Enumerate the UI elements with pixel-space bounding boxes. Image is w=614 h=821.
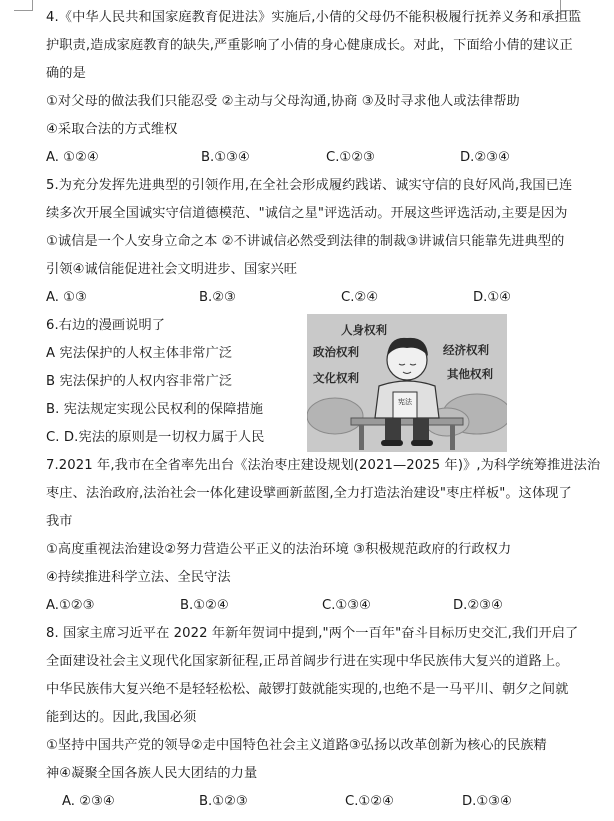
question-6-option-b2: B. 宪法规定实现公民权利的保障措施 bbox=[46, 402, 264, 417]
question-5-option-d: D.①④ bbox=[473, 290, 511, 305]
question-7-option-b: B.①②④ bbox=[180, 598, 229, 613]
question-8-option-a: A. ②③④ bbox=[62, 794, 115, 809]
question-4-line: 确的是 bbox=[46, 66, 86, 81]
corner-mark-left bbox=[14, 0, 33, 11]
question-7-line: 我市 bbox=[46, 514, 73, 529]
question-4-line: ④采取合法的方式维权 bbox=[46, 122, 178, 137]
question-7-option-c: C.①③④ bbox=[322, 598, 371, 613]
question-7-line: ①高度重视法治建设②努力营造公平正义的法治环境 ③积极规范政府的行政权力 bbox=[46, 542, 512, 557]
question-6-stem: 6.右边的漫画说明了 bbox=[46, 318, 166, 333]
cartoon-label-economic-rights: 经济权利 bbox=[443, 343, 489, 357]
question-8-option-b: B.①②③ bbox=[199, 794, 248, 809]
question-8-line: 全面建设社会主义现代化国家新征程,正昂首阔步行进在实现中华民族伟大复兴的道路上。 bbox=[46, 654, 569, 669]
question-7-line: ④持续推进科学立法、全民守法 bbox=[46, 570, 231, 585]
question-8-line: 8. 国家主席习近平在 2022 年新年贺词中提到,"两个一百年"奋斗目标历史交汇,我们开启了 bbox=[46, 626, 579, 641]
question-7-line: 7.2021 年,我市在全省率先出台《法治枣庄建设规划(2021—2025 年)》,为科学统筹推进法治 bbox=[46, 458, 601, 473]
cartoon-drawing bbox=[307, 314, 507, 452]
question-4-option-c: C.①②③ bbox=[326, 150, 375, 165]
cartoon-label-political-rights: 政治权利 bbox=[313, 345, 359, 359]
question-8-option-d: D.①③④ bbox=[462, 794, 512, 809]
question-8-option-c: C.①②④ bbox=[345, 794, 394, 809]
question-5-line: ①诚信是一个人安身立命之本 ②不讲诚信必然受到法律的制裁③讲诚信只能靠先进典型的 bbox=[46, 234, 565, 249]
question-5-line: 续多次开展全国诚实守信道德模范、"诚信之星"评选活动。开展这些评选活动,主要是因为 bbox=[46, 206, 568, 221]
constitution-cartoon bbox=[307, 314, 507, 452]
question-4-option-b: B.①③④ bbox=[201, 150, 250, 165]
question-8-line: 神④凝聚全国各族人民大团结的力量 bbox=[46, 766, 258, 781]
question-5-option-c: C.②④ bbox=[341, 290, 379, 305]
cartoon-label-cultural-rights: 文化权利 bbox=[313, 371, 359, 385]
question-5-line: 引领④诚信能促进社会文明进步、国家兴旺 bbox=[46, 262, 298, 277]
question-6-option-b: B 宪法保护的人权内容非常广泛 bbox=[46, 374, 233, 389]
question-7-option-a: A.①②③ bbox=[46, 598, 95, 613]
cartoon-label-personal-rights: 人身权利 bbox=[341, 323, 387, 337]
question-4-line: 4.《中华人民共和国家庭教育促进法》实施后,小倩的父母仍不能积极履行抚养义务和承担监 bbox=[46, 10, 582, 25]
question-4-option-d: D.②③④ bbox=[460, 150, 510, 165]
question-5-option-b: B.②③ bbox=[199, 290, 236, 305]
question-5-option-a: A. ①③ bbox=[46, 290, 87, 305]
question-4-line: 护职责,造成家庭教育的缺失,严重影响了小倩的身心健康成长。对此，下面给小倩的建议正 bbox=[46, 38, 573, 53]
question-8-line: 中华民族伟大复兴绝不是轻轻松松、敲锣打鼓就能实现的,也绝不是一马平川、朝夕之间就 bbox=[46, 682, 569, 697]
question-8-line: ①坚持中国共产党的领导②走中国特色社会主义道路③弘扬以改革创新为核心的民族精 bbox=[46, 738, 547, 753]
cartoon-label-other-rights: 其他权利 bbox=[447, 367, 493, 381]
question-5-line: 5.为充分发挥先进典型的引领作用,在全社会形成履约践诺、诚实守信的良好风尚,我国已连 bbox=[46, 178, 573, 193]
question-7-line: 枣庄、法治政府,法治社会一体化建设擘画新蓝图,全力打造法治建设"枣庄样板"。这体现了 bbox=[46, 486, 572, 501]
question-7-option-d: D.②③④ bbox=[453, 598, 503, 613]
cartoon-book-title: 宪法 bbox=[398, 398, 412, 406]
question-4-option-a: A. ①②④ bbox=[46, 150, 99, 165]
question-8-line: 能到达的。因此,我国必须 bbox=[46, 710, 197, 725]
question-6-option-c: C. D.宪法的原则是一切权力属于人民 bbox=[46, 430, 265, 445]
question-4-line: ①对父母的做法我们只能忍受 ②主动与父母沟通,协商 ③及时寻求他人或法律帮助 bbox=[46, 94, 520, 109]
question-6-option-a: A 宪法保护的人权主体非常广泛 bbox=[46, 346, 233, 361]
